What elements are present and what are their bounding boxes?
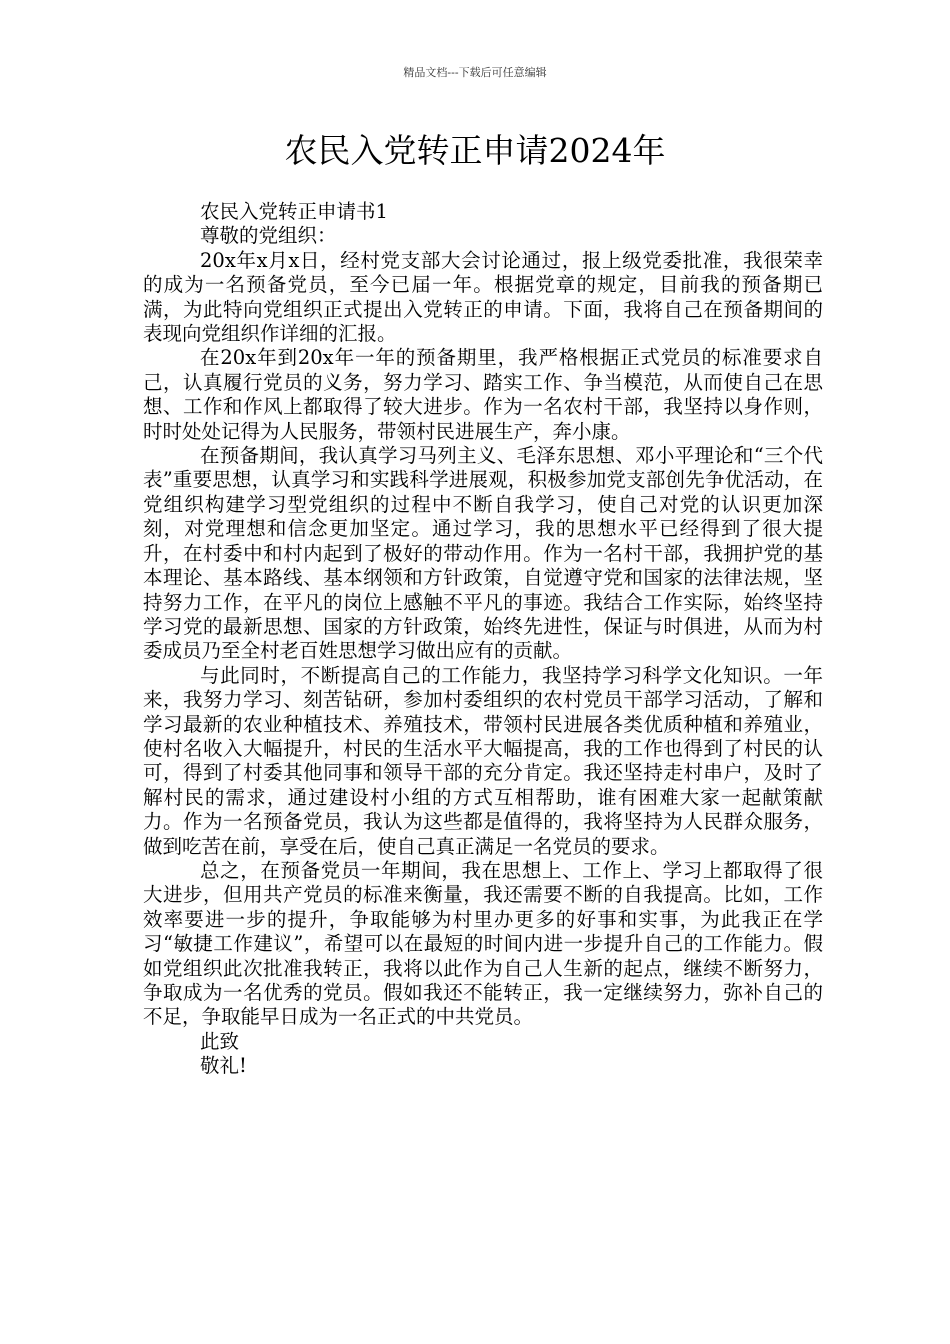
header-note: 精品文档---下载后可任意编辑 (403, 66, 547, 79)
closing-line: 此致 (200, 1029, 240, 1053)
document-body (143, 200, 823, 1079)
letter-salutation: 尊敬的党组织： (200, 224, 337, 248)
body-paragraph-2: 在20x年到20x年一年的预备期里，我严格根据正式党员的标准要求自己，认真履行党员的义务，努力学习、踏实工作、争当模范，从而使自己在思想、工作和作风上都取得了较大进步。作为一名农村干部，我坚持以身作则，时时处处记得为人民服务，带领村民进展生产，奔小康。 (143, 346, 823, 443)
body-paragraph-4: 与此同时，不断提高自己的工作能力，我坚持学习科学文化知识。一年来，我努力学习、刻苦钻研，参加村委组织的农村党员干部学习活动，了解和学习最新的农业种植技术、养殖技术，带领村民进展各类优质种植和养殖业，使村名收入大幅提升，村民的生活水平大幅提高，我的工作也得到了村民的认可，得到了村委其他同事和领导干部的充分肯定。我还坚持走村串户，及时了解村民的需求，通过建设村小组的方式互相帮助，谁有困难大家一起献策献力。作为一名预备党员，我认为这些都是值得的，我将坚持为人民群众服务，做到吃苦在前，享受在后，使自己真正满足一名党员的要求。 (143, 663, 823, 858)
letter-subtitle: 农民入党转正申请书1 (200, 200, 388, 223)
body-paragraph-5: 总之，在预备党员一年期间，我在思想上、工作上、学习上都取得了很大进步，但用共产党员的标准来衡量，我还需要不断的自我提高。比如，工作效率要进一步的提升，争取能够为村里办更多的好事和实事，为此我正在学习“敏捷工作建议”，希望可以在最短的时间内进一步提升自己的工作能力。假如党组织此次批准我转正，我将以此作为自己人生新的起点，继续不断努力，争取成为一名优秀的党员。假如我还不能转正，我一定继续努力，弥补自己的不足，争取能早日成为一名正式的中共党员。 (143, 858, 823, 1029)
body-paragraph-3: 在预备期间，我认真学习马列主义、毛泽东思想、邓小平理论和“三个代表”重要思想，认真学习和实践科学进展观，积极参加党支部创先争优活动，在党组织构建学习型党组织的过程中不断自我学习，使自己对党的认识更加深刻，对党理想和信念更加坚定。通过学习，我的思想水平已经得到了很大提升，在村委中和村内起到了极好的带动作用。作为一名村干部，我拥护党的基本理论、基本路线、基本纲领和方针政策，自觉遵守党和国家的法律法规，坚持努力工作，在平凡的岗位上感触不平凡的事迹。我结合工作实际，始终坚持学习党的最新思想、国家的方针政策，始终先进性，保证与时俱进，从而为村委成员乃至全村老百姓思想学习做出应有的贡献。 (143, 444, 823, 663)
document-title: 农民入党转正申请2024年 (284, 131, 666, 170)
body-paragraph-1: 20x年x月x日，经村党支部大会讨论通过，报上级党委批准，我很荣幸的成为一名预备党员，至今已届一年。根据党章的规定，目前我的预备期已满，为此特向党组织正式提出入党转正的申请。下面，我将自己在预备期间的表现向党组织作详细的汇报。 (143, 248, 823, 346)
closing-salute: 敬礼! (200, 1054, 247, 1078)
